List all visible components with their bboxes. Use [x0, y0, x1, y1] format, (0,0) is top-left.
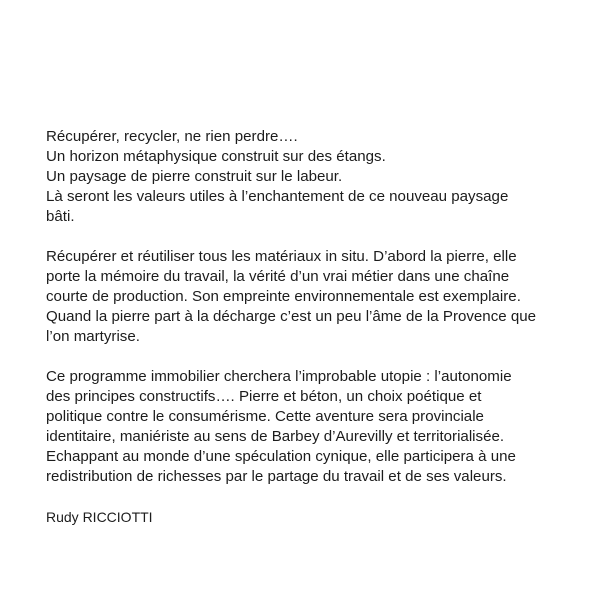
text-line: Un paysage de pierre construit sur le labeur. [46, 168, 343, 185]
text-line: Ce programme immobilier cherchera l’improbable utopie : l’autonomie [46, 368, 512, 385]
text-line: Un horizon métaphysique construit sur des étangs. [46, 148, 386, 165]
signature: Rudy RICCIOTTI [46, 509, 153, 525]
paragraph-2 [46, 247, 586, 347]
text-line: des principes constructifs…. Pierre et béton, un choix poétique et [46, 388, 482, 405]
text-line: politique contre le consumérisme. Cette aventure sera provinciale [46, 408, 484, 425]
text-line: Là seront les valeurs utiles à l’enchantement de ce nouveau paysage [46, 188, 509, 205]
text-line: porte la mémoire du travail, la vérité d’un vrai métier dans une chaîne [46, 268, 510, 285]
text-line: Récupérer, recycler, ne rien perdre…. [46, 128, 298, 145]
paragraph-1 [46, 127, 586, 227]
text-line: bâti. [46, 208, 75, 225]
text-line: Récupérer et réutiliser tous les matériaux in situ. D’abord la pierre, elle [46, 248, 517, 265]
text-line: Echappant au monde d’une spéculation cynique, elle participera à une [46, 448, 516, 465]
paragraph-3 [46, 367, 586, 487]
text-line: courte de production. Son empreinte environnementale est exemplaire. [46, 288, 521, 305]
text-line: l’on martyrise. [46, 328, 140, 345]
text-line: identitaire, maniériste au sens de Barbey d’Aurevilly et territorialisée. [46, 428, 505, 445]
text-line: redistribution de richesses par le partage du travail et de ses valeurs. [46, 468, 507, 485]
text-line: Quand la pierre part à la décharge c’est un peu l’âme de la Provence que [46, 308, 537, 325]
document-body [46, 127, 586, 527]
